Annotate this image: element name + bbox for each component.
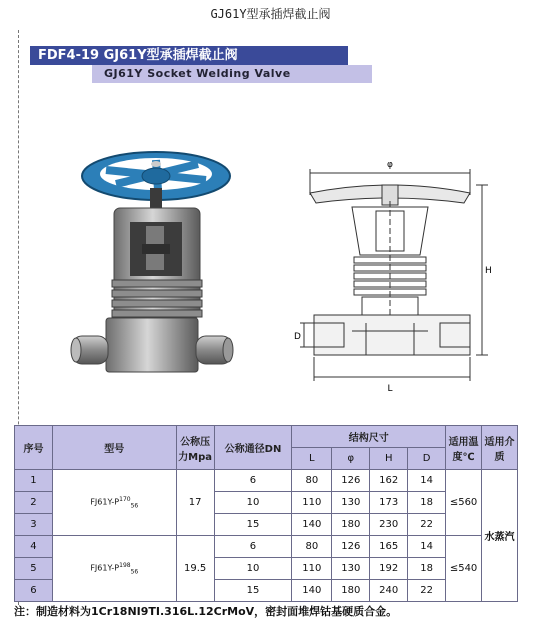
cell-seq: 4: [15, 536, 53, 558]
cell-dn: 15: [214, 580, 292, 602]
cell-pressure-group-1: 17: [176, 470, 214, 536]
table-row: [15, 536, 518, 558]
cell-seq: 1: [15, 470, 53, 492]
cell-h: 240: [370, 580, 408, 602]
cell-phi: 130: [332, 492, 370, 514]
cell-phi: 180: [332, 514, 370, 536]
cell-pressure-group-2: 19.5: [176, 536, 214, 602]
cell-phi: 130: [332, 558, 370, 580]
valve-photo: [66, 140, 236, 390]
cell-seq: 2: [15, 492, 53, 514]
cell-h: 192: [370, 558, 408, 580]
subheader-h: H: [370, 448, 408, 470]
cell-phi: 126: [332, 470, 370, 492]
header-temp: 适用温度℃: [446, 426, 482, 470]
cell-temp-group-2: ≤540: [446, 536, 482, 602]
dim-label-h: H: [485, 266, 492, 276]
cell-dn: 15: [214, 514, 292, 536]
cell-d: 14: [408, 470, 446, 492]
header-dims: 结构尺寸: [292, 426, 446, 448]
subheader-l: L: [292, 448, 332, 470]
dim-label-l: L: [387, 384, 393, 394]
table-row: [15, 470, 518, 492]
cell-h: 230: [370, 514, 408, 536]
material-note: 注：制造材料为1Cr18NI9TI.316L.12CrMoV，密封面堆焊钴基硬质合金。: [14, 605, 398, 618]
cell-medium: 水蒸汽: [482, 470, 518, 602]
header-model: 型号: [52, 426, 176, 470]
spec-table: [14, 425, 518, 602]
cell-l: 110: [292, 558, 332, 580]
cell-d: 22: [408, 580, 446, 602]
cell-d: 22: [408, 514, 446, 536]
dim-label-d: D: [294, 332, 301, 342]
cell-h: 165: [370, 536, 408, 558]
header-medium: 适用介质: [482, 426, 518, 470]
cell-seq: 3: [15, 514, 53, 536]
title-banner-en: GJ61Y Socket Welding Valve: [92, 65, 372, 83]
subheader-phi: φ: [332, 448, 370, 470]
title-banner-cn: FDF4-19 GJ61Y型承插焊截止阀: [30, 46, 348, 65]
header-pressure: 公称压力Mpa: [176, 426, 214, 470]
cell-phi: 126: [332, 536, 370, 558]
cell-temp-group-1: ≤560: [446, 470, 482, 536]
cell-phi: 180: [332, 580, 370, 602]
header-dn: 公称通径DN: [214, 426, 292, 470]
cell-seq: 5: [15, 558, 53, 580]
cell-d: 18: [408, 558, 446, 580]
cell-model-group-1: $FJ61Y-P^{170}_{56}$: [52, 470, 176, 536]
cell-dn: 6: [214, 536, 292, 558]
cell-h: 173: [370, 492, 408, 514]
page-title: GJ61Y型承插焊截止阀: [210, 7, 331, 21]
valve-technical-drawing: [292, 155, 492, 395]
cell-dn: 10: [214, 492, 292, 514]
cell-l: 80: [292, 470, 332, 492]
cell-l: 110: [292, 492, 332, 514]
dim-label-phi: φ: [387, 160, 393, 170]
subheader-d: D: [408, 448, 446, 470]
cell-l: 140: [292, 580, 332, 602]
header-seq: 序号: [15, 426, 53, 470]
cell-seq: 6: [15, 580, 53, 602]
cell-dn: 10: [214, 558, 292, 580]
cell-d: 18: [408, 492, 446, 514]
cell-d: 14: [408, 536, 446, 558]
cell-l: 140: [292, 514, 332, 536]
cell-h: 162: [370, 470, 408, 492]
cell-l: 80: [292, 536, 332, 558]
cell-model-group-2: $FJ61Y-P^{198}_{56}$: [52, 536, 176, 602]
cell-dn: 6: [214, 470, 292, 492]
